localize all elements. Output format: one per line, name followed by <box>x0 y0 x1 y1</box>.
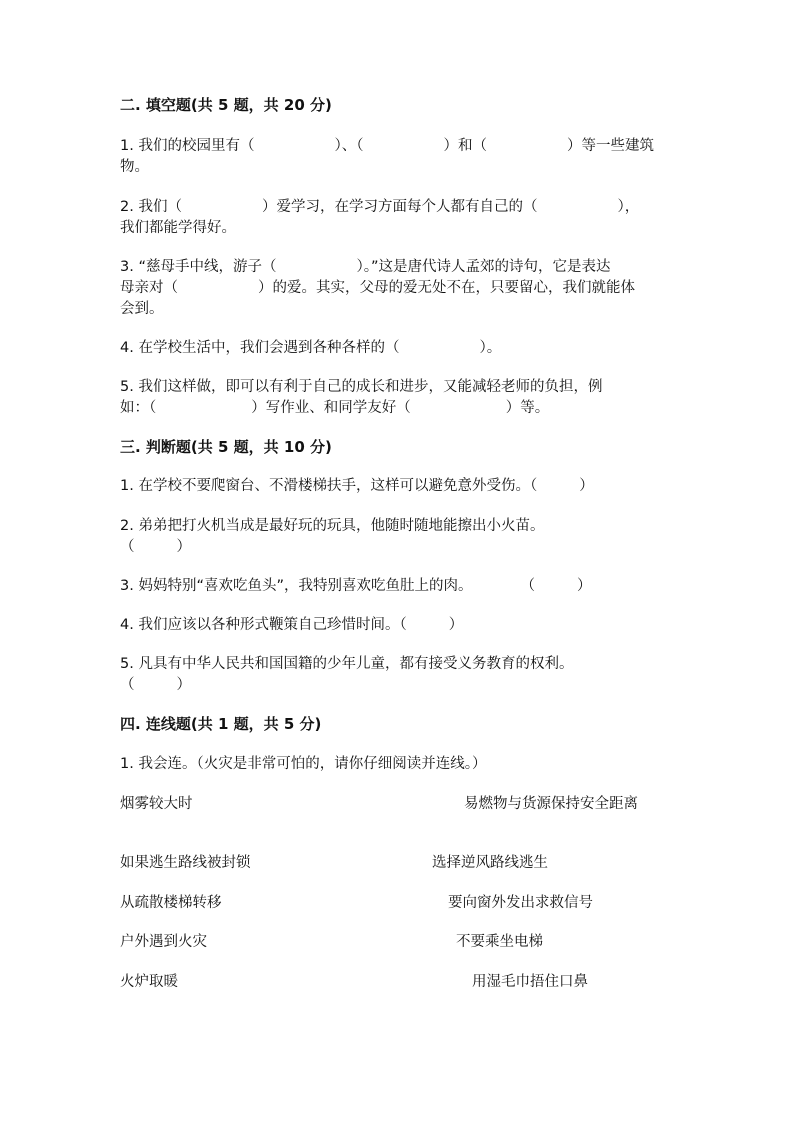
question-line: 会到。 <box>120 301 164 317</box>
fill-blank-question-2 <box>120 197 680 239</box>
true-false-question-2 <box>120 516 680 558</box>
true-false-question-1 <box>120 476 680 497</box>
question-line: 3. 妈妈特别“喜欢吃鱼头”，我特别喜欢吃鱼肚上的肉。 （ ） <box>120 578 592 594</box>
true-false-question-5 <box>120 654 680 696</box>
match-right-item-1[interactable]: 易燃物与货源保持安全距离 <box>464 796 638 812</box>
fill-blank-question-5 <box>120 377 680 419</box>
question-line: 我们都能学得好。 <box>120 220 236 236</box>
match-left-item-5[interactable]: 火炉取暖 <box>120 974 178 990</box>
question-line: （ ） <box>120 539 191 555</box>
question-line: 4. 我们应该以各种形式鞭策自己珍惜时间。（ ） <box>120 617 464 633</box>
question-line: 5. 凡具有中华人民共和国国籍的少年儿童，都有接受义务教育的权利。 <box>120 656 574 672</box>
question-line: 4. 在学校生活中，我们会遇到各种各样的（ ）。 <box>120 340 502 356</box>
true-false-question-4 <box>120 615 680 636</box>
true-false-heading: 三. 判断题(共 5 题，共 10 分) <box>120 438 332 456</box>
question-line: 如：（ ）写作业、和同学友好（ ）等。 <box>120 400 550 416</box>
question-line: 3. “慈母手中线，游子（ ）。”这是唐代诗人孟郊的诗句，它是表达 <box>120 259 611 275</box>
question-line: 1. 在学校不要爬窗台、不滑楼梯扶手，这样可以避免意外受伤。（ ） <box>120 478 594 494</box>
match-right-item-2[interactable]: 选择逆风路线逃生 <box>432 855 548 871</box>
matching-instruction: 1. 我会连。（火灾是非常可怕的，请你仔细阅读并连线。） <box>120 756 487 772</box>
true-false-question-3 <box>120 576 680 597</box>
question-line: 2. 我们（ ）爱学习，在学习方面每个人都有自己的（ ）， <box>120 199 640 215</box>
question-line: 物。 <box>120 159 149 175</box>
match-right-item-4[interactable]: 不要乘坐电梯 <box>456 934 543 950</box>
fill-blank-heading: 二. 填空题(共 5 题，共 20 分) <box>120 96 332 114</box>
match-left-item-2[interactable]: 如果逃生路线被封锁 <box>120 855 251 871</box>
question-line: （ ） <box>120 677 191 693</box>
matching-heading: 四. 连线题(共 1 题，共 5 分) <box>120 715 322 733</box>
question-line: 5. 我们这样做，即可以有利于自己的成长和进步，又能减轻老师的负担，例 <box>120 379 603 395</box>
match-right-item-3[interactable]: 要向窗外发出求救信号 <box>448 895 593 911</box>
question-line: 母亲对（ ）的爱。其实，父母的爱无处不在，只要留心，我们就能体 <box>120 280 635 296</box>
match-right-item-5[interactable]: 用湿毛巾捂住口鼻 <box>472 974 588 990</box>
question-line: 2. 弟弟把打火机当成是最好玩的玩具，他随时随地能擦出小火苗。 <box>120 518 545 534</box>
fill-blank-question-3 <box>120 257 680 320</box>
match-left-item-3[interactable]: 从疏散楼梯转移 <box>120 895 222 911</box>
fill-blank-question-1 <box>120 136 680 178</box>
match-left-item-4[interactable]: 户外遇到火灾 <box>120 934 207 950</box>
fill-blank-question-4 <box>120 338 680 359</box>
match-left-item-1[interactable]: 烟雾较大时 <box>120 796 193 812</box>
question-line: 1. 我们的校园里有（ ）、（ ）和（ ）等一些建筑 <box>120 138 654 154</box>
